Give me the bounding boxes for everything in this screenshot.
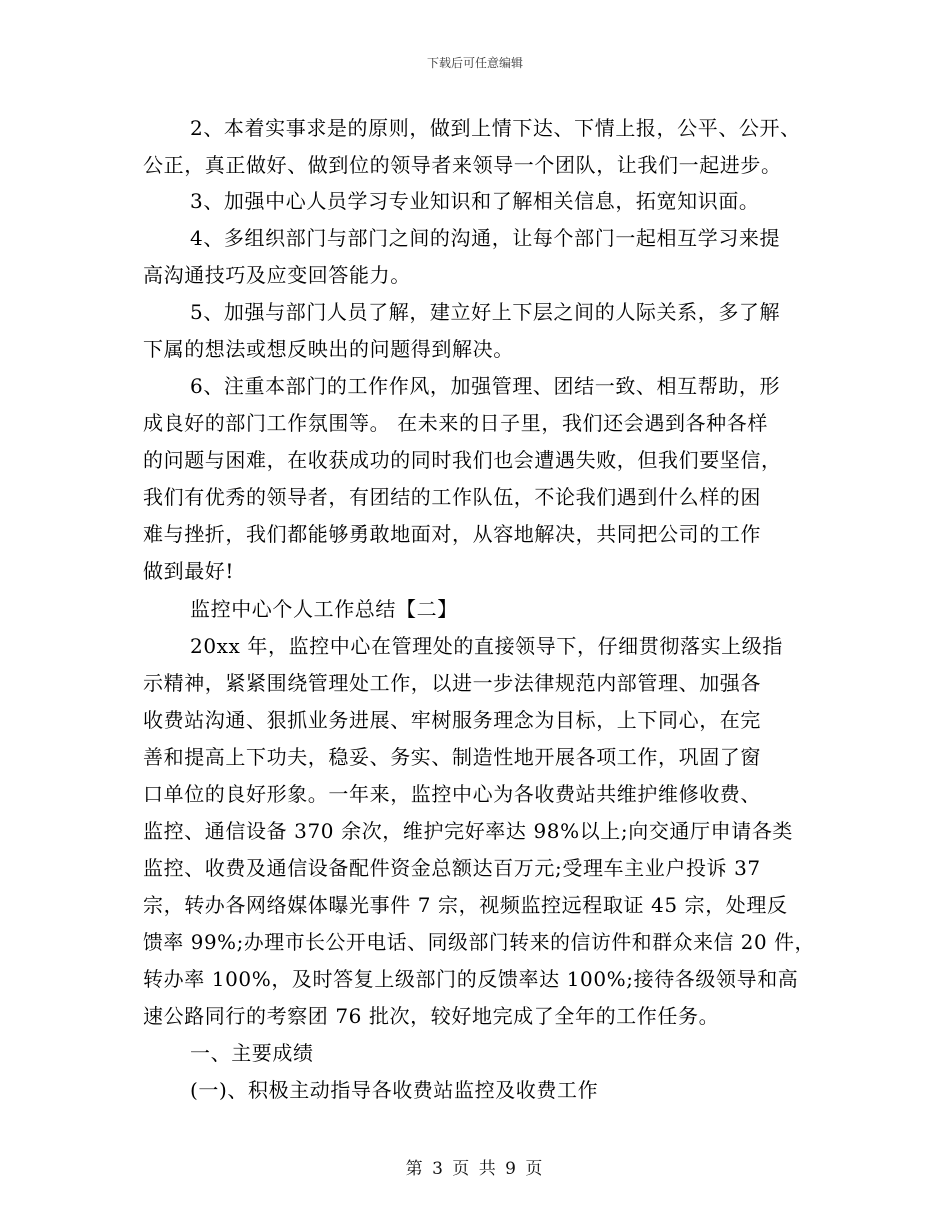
paragraph-line: 5、加强与部门人员了解，建立好上下层之间的人际关系，多了解: [190, 300, 781, 324]
paragraph-line: 宗，转办各网络媒体曝光事件 7 宗，视频监控远程取证 45 宗，处理反: [143, 893, 788, 917]
paragraph-line: 20xx 年，监控中心在管理处的直接领导下，仔细贯彻落实上级指: [190, 634, 783, 658]
page-number: 第 3 页 共 9 页: [405, 1159, 545, 1179]
paragraph-line: 馈率 99%;办理市长公开电话、同级部门转来的信访件和群众来信 20 件，: [143, 930, 815, 954]
subsection-heading: (一)、积极主动指导各收费站监控及收费工作: [190, 1078, 599, 1102]
paragraph-line: 监控、收费及通信设备配件资金总额达百万元;受理车主业户投诉 37: [143, 856, 761, 880]
paragraph-line: 6、注重本部门的工作作风，加强管理、团结一致、相互帮助，形: [190, 374, 781, 398]
paragraph-line: 难与挫折，我们都能够勇敢地面对，从容地解决，共同把公司的工作: [143, 522, 761, 546]
paragraph-line: 成良好的部门工作氛围等。 在未来的日子里，我们还会遇到各种各样: [143, 411, 768, 435]
paragraph-line: 做到最好!: [143, 559, 235, 583]
page-header: 下载后可任意编辑: [426, 56, 523, 70]
paragraph-line: 高沟通技巧及应变回答能力。: [143, 263, 411, 287]
paragraph-line: 善和提高上下功夫，稳妥、务实、制造性地开展各项工作，巩固了窗: [143, 745, 761, 769]
paragraph-line: 示精神，紧紧围绕管理处工作，以进一步法律规范内部管理、加强各: [143, 671, 761, 695]
section-heading: 监控中心个人工作总结【二】: [190, 597, 458, 621]
paragraph-line: 监控、通信设备 370 余次，维护完好率达 98%以上;向交通厅申请各类: [143, 819, 794, 843]
paragraph-line: 我们有优秀的领导者，有团结的工作队伍，不论我们遇到什么样的困: [143, 485, 761, 509]
paragraph-line: 下属的想法或想反映出的问题得到解决。: [143, 337, 514, 361]
paragraph-line: 转办率 100%，及时答复上级部门的反馈率达 100%;接待各级领导和高: [143, 967, 799, 991]
paragraph-line: 的问题与困难，在收获成功的同时我们也会遭遇失败，但我们要坚信，: [143, 448, 782, 472]
paragraph-line: 口单位的良好形象。一年来，监控中心为各收费站共维护维修收费、: [143, 782, 761, 806]
paragraph-line: 4、多组织部门与部门之间的沟通，让每个部门一起相互学习来提: [190, 226, 781, 250]
paragraph-line: 速公路同行的考察团 76 批次，较好地完成了全年的工作任务。: [143, 1004, 720, 1028]
paragraph-line: 收费站沟通、狠抓业务进展、牢树服务理念为目标，上下同心，在完: [143, 708, 761, 732]
paragraph-line: 公正，真正做好、做到位的领导者来领导一个团队，让我们一起进步。: [143, 153, 782, 177]
paragraph-line: 2、本着实事求是的原则，做到上情下达、下情上报，公平、公开、: [190, 116, 801, 140]
paragraph-line: 3、加强中心人员学习专业知识和了解相关信息，拓宽知识面。: [190, 189, 760, 213]
section-heading: 一、主要成绩: [190, 1041, 314, 1065]
